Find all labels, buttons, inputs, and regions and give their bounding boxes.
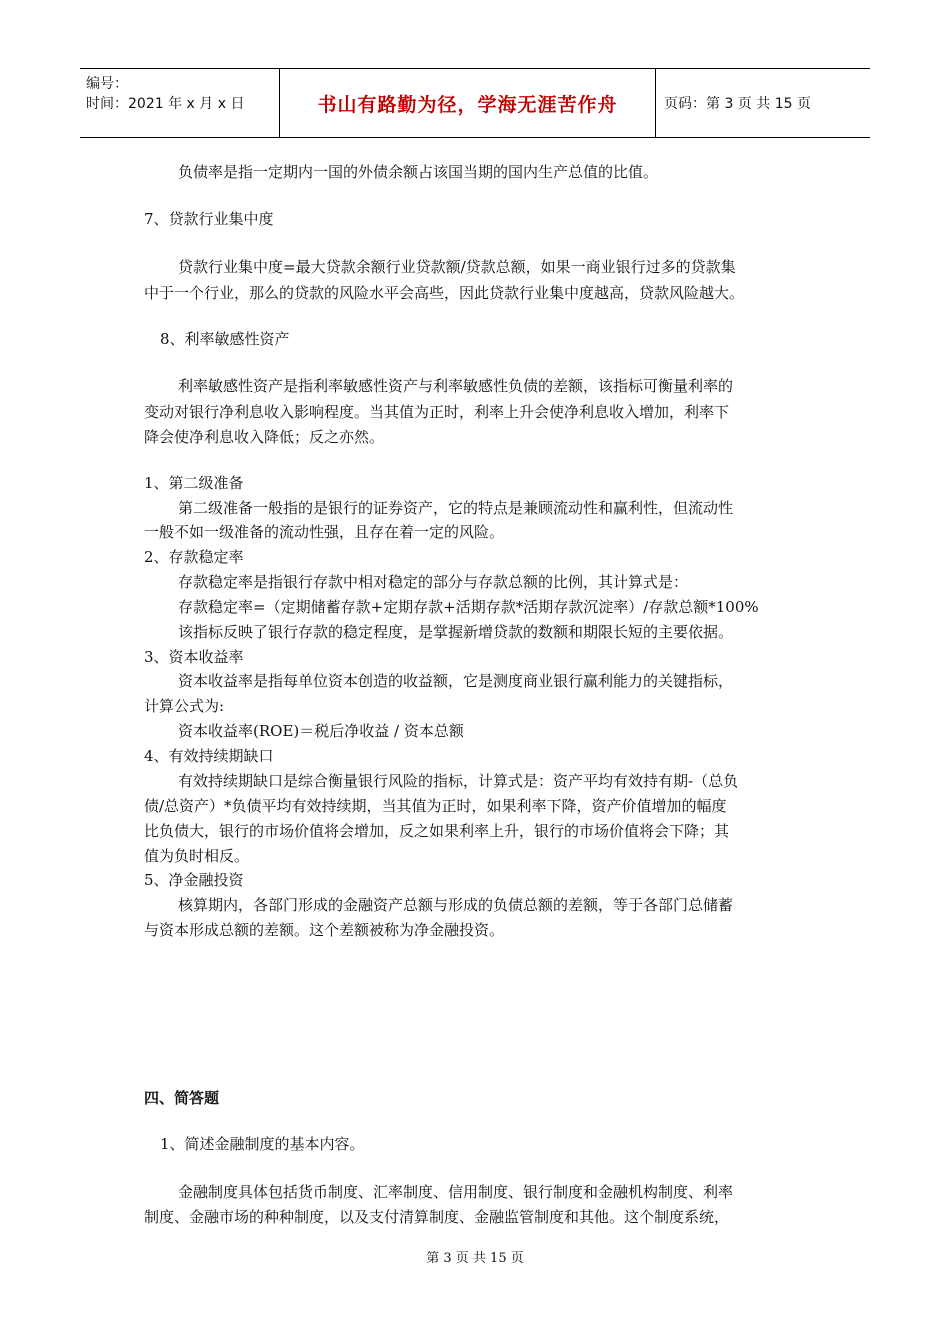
section-heading: 5、净金融投资 (144, 871, 244, 889)
page-header (80, 68, 870, 138)
paragraph-line: 资本收益率是指每单位资本创造的收益额，它是测度商业银行赢利能力的关键指标， (178, 672, 734, 690)
paragraph-line: 与资本形成总额的差额。这个差额被称为净金融投资。 (144, 921, 505, 939)
section-heading: 2、存款稳定率 (144, 548, 244, 566)
paragraph-line: 一般不如一级准备的流动性强，且存在着一定的风险。 (144, 523, 505, 541)
paragraph-line: 债/总资产）*负债平均有效持续期，当其值为正时，如果利率下降，资产价值增加的幅度 (144, 797, 727, 815)
paragraph-line: 第二级准备一般指的是银行的证券资产，它的特点是兼顾流动性和赢利性，但流动性 (178, 499, 734, 517)
header-page-info: 页码：第 3 页 共 15 页 (664, 96, 811, 112)
paragraph-line: 负债率是指一定期内一国的外债余额占该国当期的国内生产总值的比值。 (178, 163, 659, 181)
formula-line: 存款稳定率=（定期储蓄存款+定期存款+活期存款*活期存款沉淀率）/存款总额*100% (178, 598, 759, 616)
document-number: 编号： (86, 76, 128, 92)
page-footer: 第 3 页 共 15 页 (426, 1251, 524, 1266)
section-heading: 8、利率敏感性资产 (160, 330, 290, 348)
formula-line: 资本收益率(ROE)＝税后净收益 / 资本总额 (178, 722, 464, 740)
paragraph-line: 利率敏感性资产是指利率敏感性资产与利率敏感性负债的差额，该指标可衡量利率的 (178, 377, 734, 395)
section-heading: 3、资本收益率 (144, 648, 244, 666)
paragraph-line: 存款稳定率是指银行存款中相对稳定的部分与存款总额的比例，其计算式是： (178, 573, 689, 591)
header-meta (80, 69, 280, 137)
paragraph-line: 变动对银行净利息收入影响程度。当其值为正时，利率上升会使净利息收入增加，利率下 (144, 403, 730, 421)
paragraph-line: 计算公式为: (144, 697, 225, 715)
paragraph-line: 降会使净利息收入降低；反之亦然。 (144, 428, 385, 446)
paragraph-line: 值为负时相反。 (144, 847, 250, 865)
section-heading: 7、贷款行业集中度 (144, 210, 274, 228)
paragraph-line: 制度、金融市场的种种制度，以及支付清算制度、金融监管制度和其他。这个制度系统， (144, 1208, 730, 1226)
paragraph-line: 核算期内，各部门形成的金融资产总额与形成的负债总额的差额，等于各部门总储蓄 (178, 896, 734, 914)
header-motto: 书山有路勤为径，学海无涯苦作舟 (280, 69, 656, 137)
paragraph-line: 该指标反映了银行存款的稳定程度，是掌握新增贷款的数额和期限长短的主要依据。 (178, 623, 734, 641)
paragraph-line: 有效持续期缺口是综合衡量银行风险的指标，计算式是：资产平均有效持有期-（总负 (178, 772, 739, 790)
section-heading: 1、第二级准备 (144, 474, 244, 492)
paragraph-line: 比负债大，银行的市场价值将会增加，反之如果利率上升，银行的市场价值将会下降；其 (144, 822, 730, 840)
chapter-heading: 四、简答题 (144, 1089, 220, 1107)
section-heading: 4、有效持续期缺口 (144, 747, 274, 765)
paragraph-line: 贷款行业集中度=最大贷款余额行业贷款额/贷款总额，如果一商业银行过多的贷款集 (178, 258, 736, 276)
question-heading: 1、简述金融制度的基本内容。 (160, 1135, 365, 1153)
paragraph-line: 金融制度具体包括货币制度、汇率制度、信用制度、银行制度和金融机构制度、利率 (178, 1183, 734, 1201)
paragraph-line: 中于一个行业，那么的贷款的风险水平会高些，因此贷款行业集中度越高，贷款风险越大。 (144, 284, 745, 302)
document-date: 时间：2021 年 x 月 x 日 (86, 96, 245, 112)
